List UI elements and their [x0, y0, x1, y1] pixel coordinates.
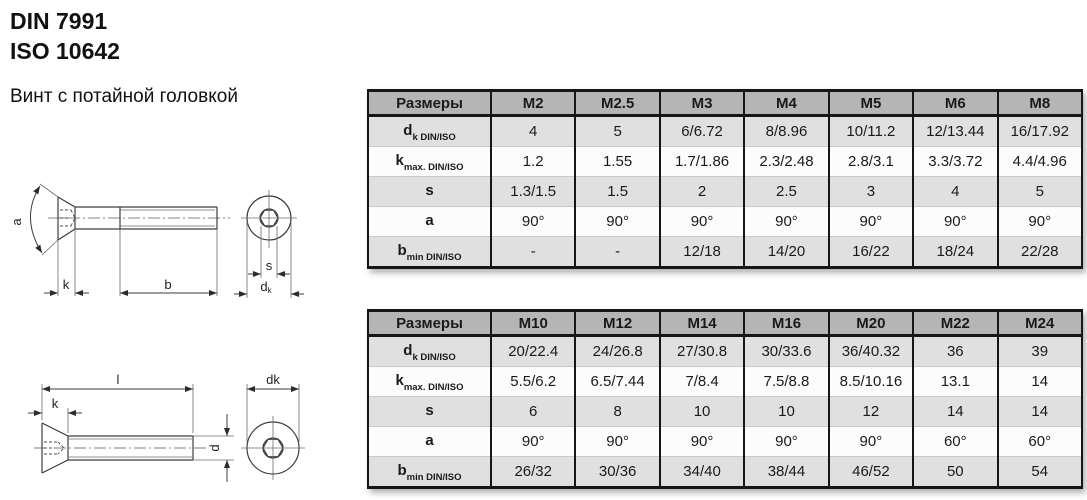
- value-cell: 8.5/10.16: [829, 367, 913, 397]
- table-row: [368, 336, 1082, 367]
- screw-drawing-length-dimensions: [8, 358, 328, 500]
- value-cell: 26/32: [491, 457, 575, 488]
- value-cell: 10: [660, 397, 744, 427]
- row-label-symbol: k: [395, 371, 404, 389]
- value-cell: 14: [998, 397, 1082, 427]
- value-cell: 16/17.92: [998, 116, 1082, 147]
- value-cell: 36: [913, 336, 997, 367]
- value-cell: 36/40.32: [829, 336, 913, 367]
- head-height-k-label: k: [51, 396, 59, 411]
- thread-length-b-label: b: [164, 277, 172, 292]
- row-label: [368, 116, 491, 147]
- row-label-symbol: a: [425, 211, 434, 229]
- value-cell: 90°: [660, 207, 744, 237]
- product-name: Винт с потайной головкой: [10, 86, 238, 107]
- table-row: [368, 397, 1082, 427]
- size-column-header: M22: [913, 311, 997, 336]
- row-label: [368, 207, 491, 237]
- standards-title-block: [10, 6, 120, 66]
- row-label-subscript: max. DIN/ISO: [403, 381, 464, 393]
- value-cell: 3: [829, 177, 913, 207]
- value-cell: 1.3/1.5: [491, 177, 575, 207]
- row-label-subscript: k DIN/ISO: [412, 131, 456, 143]
- row-label: [368, 237, 491, 268]
- table-row: [368, 116, 1082, 147]
- value-cell: 90°: [744, 427, 828, 457]
- value-cell: 90°: [998, 207, 1082, 237]
- value-cell: 20/22.4: [491, 336, 575, 367]
- value-cell: 3.3/3.72: [913, 147, 997, 177]
- value-cell: 90°: [744, 207, 828, 237]
- value-cell: 5: [575, 116, 659, 147]
- diameter-d-label: d: [207, 444, 222, 452]
- value-cell: 10/11.2: [829, 116, 913, 147]
- value-cell: 30/36: [575, 457, 659, 488]
- row-label: [368, 367, 491, 397]
- value-cell: 90°: [575, 207, 659, 237]
- value-cell: 2: [660, 177, 744, 207]
- value-cell: 1.5: [575, 177, 659, 207]
- row-label-symbol: k: [395, 151, 404, 169]
- dimensions-column-header: Размеры: [368, 311, 491, 336]
- dimensions-table-m2-m8: [367, 89, 1083, 269]
- value-cell: 6.5/7.44: [575, 367, 659, 397]
- size-column-header: M6: [913, 91, 997, 116]
- value-cell: 30/33.6: [744, 336, 828, 367]
- row-label-symbol: b: [397, 461, 407, 479]
- value-cell: 90°: [491, 427, 575, 457]
- size-column-header: M12: [575, 311, 659, 336]
- value-cell: 1.55: [575, 147, 659, 177]
- value-cell: 6: [491, 397, 575, 427]
- value-cell: 14: [998, 367, 1082, 397]
- row-label-subscript: k DIN/ISO: [412, 351, 456, 363]
- row-label-subscript: min DIN/ISO: [406, 251, 462, 263]
- size-column-header: M10: [491, 311, 575, 336]
- row-label: [368, 457, 491, 488]
- iso-standard-title: ISO 10642: [10, 38, 120, 64]
- value-cell: 22/28: [998, 237, 1082, 268]
- value-cell: 24/26.8: [575, 336, 659, 367]
- din-standard-title: DIN 7991: [10, 8, 108, 34]
- dimensions-table-m10-m24: [367, 309, 1083, 489]
- socket-width-s-label: s: [265, 258, 273, 273]
- table-row: [368, 207, 1082, 237]
- size-column-header: M4: [744, 91, 828, 116]
- head-diameter-dk-label: dk: [260, 279, 272, 295]
- value-cell: 5: [998, 177, 1082, 207]
- value-cell: 90°: [575, 427, 659, 457]
- value-cell: 6/6.72: [660, 116, 744, 147]
- row-label: [368, 427, 491, 457]
- value-cell: 27/30.8: [660, 336, 744, 367]
- value-cell: 14: [913, 397, 997, 427]
- value-cell: 60°: [998, 427, 1082, 457]
- value-cell: -: [575, 237, 659, 268]
- size-column-header: M5: [829, 91, 913, 116]
- row-label: [368, 336, 491, 367]
- value-cell: 38/44: [744, 457, 828, 488]
- value-cell: -: [491, 237, 575, 268]
- value-cell: 4: [491, 116, 575, 147]
- value-cell: 8: [575, 397, 659, 427]
- value-cell: 1.7/1.86: [660, 147, 744, 177]
- value-cell: 14/20: [744, 237, 828, 268]
- value-cell: 90°: [913, 207, 997, 237]
- row-label-symbol: s: [425, 401, 434, 419]
- screw-drawing-head-dimensions: [8, 160, 328, 300]
- value-cell: 2.8/3.1: [829, 147, 913, 177]
- value-cell: 13.1: [913, 367, 997, 397]
- value-cell: 34/40: [660, 457, 744, 488]
- value-cell: 46/52: [829, 457, 913, 488]
- value-cell: 7.5/8.8: [744, 367, 828, 397]
- size-column-header: M8: [998, 91, 1082, 116]
- value-cell: 60°: [913, 427, 997, 457]
- value-cell: 90°: [660, 427, 744, 457]
- head-diameter-dk-label: dk: [266, 372, 280, 387]
- size-column-header: M14: [660, 311, 744, 336]
- value-cell: 90°: [491, 207, 575, 237]
- value-cell: 90°: [829, 207, 913, 237]
- row-label: [368, 177, 491, 207]
- value-cell: 90°: [829, 427, 913, 457]
- size-column-header: M2: [491, 91, 575, 116]
- row-label-subscript: max. DIN/ISO: [403, 161, 464, 173]
- value-cell: 4.4/4.96: [998, 147, 1082, 177]
- angle-a-label: a: [9, 218, 24, 226]
- row-label-symbol: s: [425, 181, 434, 199]
- head-height-k-label: k: [62, 277, 70, 292]
- value-cell: 39: [998, 336, 1082, 367]
- value-cell: 12/13.44: [913, 116, 997, 147]
- table-row: [368, 237, 1082, 268]
- value-cell: 8/8.96: [744, 116, 828, 147]
- value-cell: 12/18: [660, 237, 744, 268]
- value-cell: 10: [744, 397, 828, 427]
- total-length-l-label: l: [116, 372, 120, 387]
- value-cell: 54: [998, 457, 1082, 488]
- size-column-header: M2.5: [575, 91, 659, 116]
- value-cell: 16/22: [829, 237, 913, 268]
- value-cell: 1.2: [491, 147, 575, 177]
- value-cell: 4: [913, 177, 997, 207]
- row-label: [368, 147, 491, 177]
- size-column-header: M24: [998, 311, 1082, 336]
- table-row: [368, 427, 1082, 457]
- table-row: [368, 457, 1082, 488]
- value-cell: 50: [913, 457, 997, 488]
- row-label-symbol: d: [403, 341, 413, 359]
- value-cell: 2.3/2.48: [744, 147, 828, 177]
- size-column-header: M16: [744, 311, 828, 336]
- size-column-header: M20: [829, 311, 913, 336]
- table-row: [368, 367, 1082, 397]
- row-label: [368, 397, 491, 427]
- value-cell: 7/8.4: [660, 367, 744, 397]
- value-cell: 2.5: [744, 177, 828, 207]
- row-label-symbol: d: [403, 121, 413, 139]
- row-label-symbol: a: [425, 431, 434, 449]
- table-row: [368, 177, 1082, 207]
- size-column-header: M3: [660, 91, 744, 116]
- value-cell: 18/24: [913, 237, 997, 268]
- dimensions-column-header: Размеры: [368, 91, 491, 116]
- value-cell: 12: [829, 397, 913, 427]
- value-cell: 5.5/6.2: [491, 367, 575, 397]
- table-row: [368, 147, 1082, 177]
- row-label-symbol: b: [397, 241, 407, 259]
- row-label-subscript: min DIN/ISO: [406, 471, 462, 483]
